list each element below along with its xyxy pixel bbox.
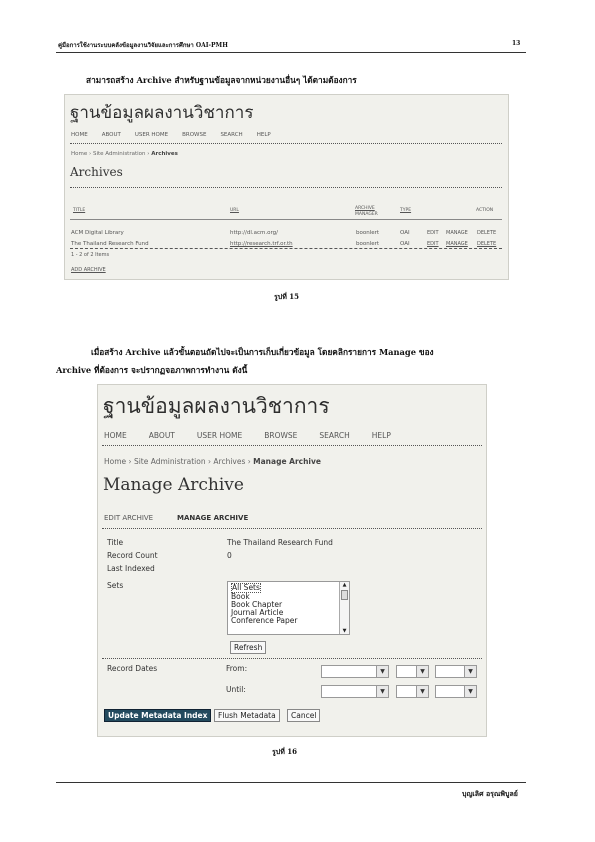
row-2-url[interactable]: http://research.trf.or.th [230, 241, 293, 247]
sets-option[interactable]: Book [231, 592, 250, 601]
screenshot-archives [64, 94, 509, 280]
value-record-count: 0 [227, 551, 232, 560]
row-2-title: The Thailand Research Fund [71, 241, 149, 247]
add-archive-link[interactable]: ADD ARCHIVE [71, 267, 106, 273]
chevron-down-icon[interactable]: ▼ [464, 686, 476, 697]
label-title: Title [107, 538, 124, 547]
label-sets: Sets [107, 581, 124, 590]
tab-manage-archive[interactable]: MANAGE ARCHIVE [177, 514, 249, 522]
nav-help[interactable]: HELP [371, 431, 391, 440]
breadcrumb-separator: › [208, 457, 211, 466]
scroll-up-icon[interactable]: ▲ [342, 582, 347, 588]
row-1-type: OAI [400, 230, 410, 236]
breadcrumb-separator: › [89, 151, 92, 157]
items-count: 1 - 2 of 2 Items [71, 252, 110, 258]
row-2-delete-link[interactable]: DELETE [477, 241, 497, 247]
sets-option[interactable]: Journal Article [231, 608, 284, 617]
row-1-edit-link[interactable]: EDIT [427, 230, 439, 236]
page-heading: Manage Archive [103, 475, 244, 495]
page-heading: Archives [70, 165, 123, 179]
value-title: The Thailand Research Fund [227, 538, 333, 547]
breadcrumb-site-admin[interactable]: Site Administration [133, 457, 206, 466]
sets-option[interactable]: Conference Paper [231, 616, 298, 625]
chevron-down-icon[interactable]: ▼ [416, 686, 428, 697]
breadcrumb-archives[interactable]: Archives [213, 457, 246, 466]
refresh-button[interactable]: Refresh [230, 641, 266, 654]
chevron-down-icon[interactable]: ▼ [376, 686, 388, 697]
table-rule [70, 219, 502, 220]
breadcrumb-home[interactable]: Home [104, 457, 127, 466]
column-header-url[interactable]: URL [230, 208, 239, 213]
nav-search[interactable]: SEARCH [220, 132, 243, 138]
divider [102, 445, 482, 446]
column-header-action: ACTION [476, 208, 494, 213]
footer-rule [56, 782, 526, 783]
chevron-down-icon[interactable]: ▼ [416, 666, 428, 677]
row-1-title: ACM Digital Library [71, 230, 124, 236]
screenshot-manage-archive [97, 384, 487, 737]
label-until: Until: [226, 685, 246, 694]
nav-user-home[interactable]: USER HOME [134, 132, 169, 138]
column-header-title[interactable]: TITLE [73, 208, 86, 213]
update-metadata-index-button[interactable]: Update Metadata Index [104, 709, 211, 722]
nav-about[interactable]: ABOUT [101, 132, 121, 138]
divider [102, 658, 482, 659]
running-header: คู่มือการใช้งานระบบคลังข้อมูลงานวิจัยและการศึกษา OAI-PMH [58, 42, 228, 49]
row-2-manager: boonlert [356, 241, 380, 247]
row-2-manage-link[interactable]: MANAGE [446, 241, 468, 247]
site-title: ฐานข้อมูลผลงานวิชาการ [103, 394, 330, 418]
until-year-select[interactable] [435, 685, 477, 698]
breadcrumb-separator: › [147, 151, 150, 157]
from-year-select[interactable] [435, 665, 477, 678]
nav-browse[interactable]: BROWSE [182, 132, 207, 138]
table-rule [70, 248, 502, 249]
breadcrumb-home[interactable]: Home [71, 151, 88, 157]
main-nav [104, 431, 391, 440]
paragraph-2-line-2: Archive ที่ต้องการ จะปรากฏจอภาพการทำงาน ดังนี้ [56, 365, 248, 375]
row-1-delete-link[interactable]: DELETE [477, 230, 497, 236]
breadcrumb [104, 457, 321, 466]
row-2-type: OAI [400, 241, 410, 247]
nav-user-home[interactable]: USER HOME [196, 431, 243, 440]
label-record-dates: Record Dates [107, 664, 158, 673]
header-rule [56, 52, 526, 53]
chevron-down-icon[interactable]: ▼ [464, 666, 476, 677]
column-header-archive-manager-2: MANAGER [355, 212, 378, 217]
column-header-type[interactable]: TYPE [400, 208, 412, 213]
breadcrumb [71, 151, 178, 157]
column-header-archive-manager[interactable]: ARCHIVE [355, 206, 375, 211]
nav-help[interactable]: HELP [256, 132, 271, 138]
label-from: From: [226, 664, 248, 673]
nav-browse[interactable]: BROWSE [264, 431, 298, 440]
from-day-select[interactable] [396, 665, 429, 678]
breadcrumb-current: Manage Archive [253, 457, 321, 466]
divider [70, 187, 502, 188]
divider [70, 143, 502, 144]
row-1-manage-link[interactable]: MANAGE [446, 230, 468, 236]
scrollbar[interactable] [339, 582, 349, 634]
chevron-down-icon[interactable]: ▼ [376, 666, 388, 677]
main-nav [71, 132, 271, 138]
breadcrumb-site-admin[interactable]: Site Administration [92, 151, 146, 157]
breadcrumb-separator: › [128, 457, 132, 466]
scroll-thumb[interactable] [341, 590, 348, 600]
cancel-button[interactable]: Cancel [287, 709, 320, 722]
row-1-url: http://dl.acm.org/ [230, 230, 278, 236]
footer-author: บุญเลิศ อรุณพิบูลย์ [462, 789, 518, 798]
paragraph-2-line-1: เมื่อสร้าง Archive แล้วขั้นตอนถัดไปจะเป็นการเก็บเกี่ยวข้อมูล โดยคลิกรายการ Manage ของ [91, 347, 434, 357]
divider [102, 528, 482, 529]
row-2-edit-link[interactable]: EDIT [427, 241, 439, 247]
nav-home[interactable]: HOME [104, 431, 127, 440]
breadcrumb-current: Archives [151, 151, 178, 157]
until-month-select[interactable] [321, 685, 389, 698]
page-number: 13 [512, 40, 521, 47]
nav-home[interactable]: HOME [71, 132, 88, 138]
flush-metadata-button[interactable]: Flush Metadata [214, 709, 280, 722]
label-record-count: Record Count [107, 551, 158, 560]
sets-option[interactable]: All Sets [232, 583, 260, 592]
scroll-down-icon[interactable]: ▼ [342, 628, 347, 634]
breadcrumb-separator: › [247, 457, 251, 466]
figure-caption-15: รูปที่ 15 [274, 292, 299, 301]
until-day-select[interactable] [396, 685, 429, 698]
sets-option[interactable]: Book Chapter [231, 600, 283, 609]
label-last-indexed: Last Indexed [107, 564, 155, 573]
site-title: ฐานข้อมูลผลงานวิชาการ [70, 103, 254, 123]
row-1-manager: boonlert [356, 230, 380, 236]
sets-listbox[interactable] [227, 581, 350, 635]
paragraph-1: สามารถสร้าง Archive สำหรับฐานข้อมูลจากหน่วยงานอื่นๆ ได้ตามต้องการ [86, 75, 357, 85]
tab-edit-archive[interactable]: EDIT ARCHIVE [104, 514, 154, 522]
from-month-select[interactable] [321, 665, 389, 678]
nav-search[interactable]: SEARCH [319, 431, 350, 440]
figure-caption-16: รูปที่ 16 [272, 747, 297, 756]
nav-about[interactable]: ABOUT [148, 431, 175, 440]
